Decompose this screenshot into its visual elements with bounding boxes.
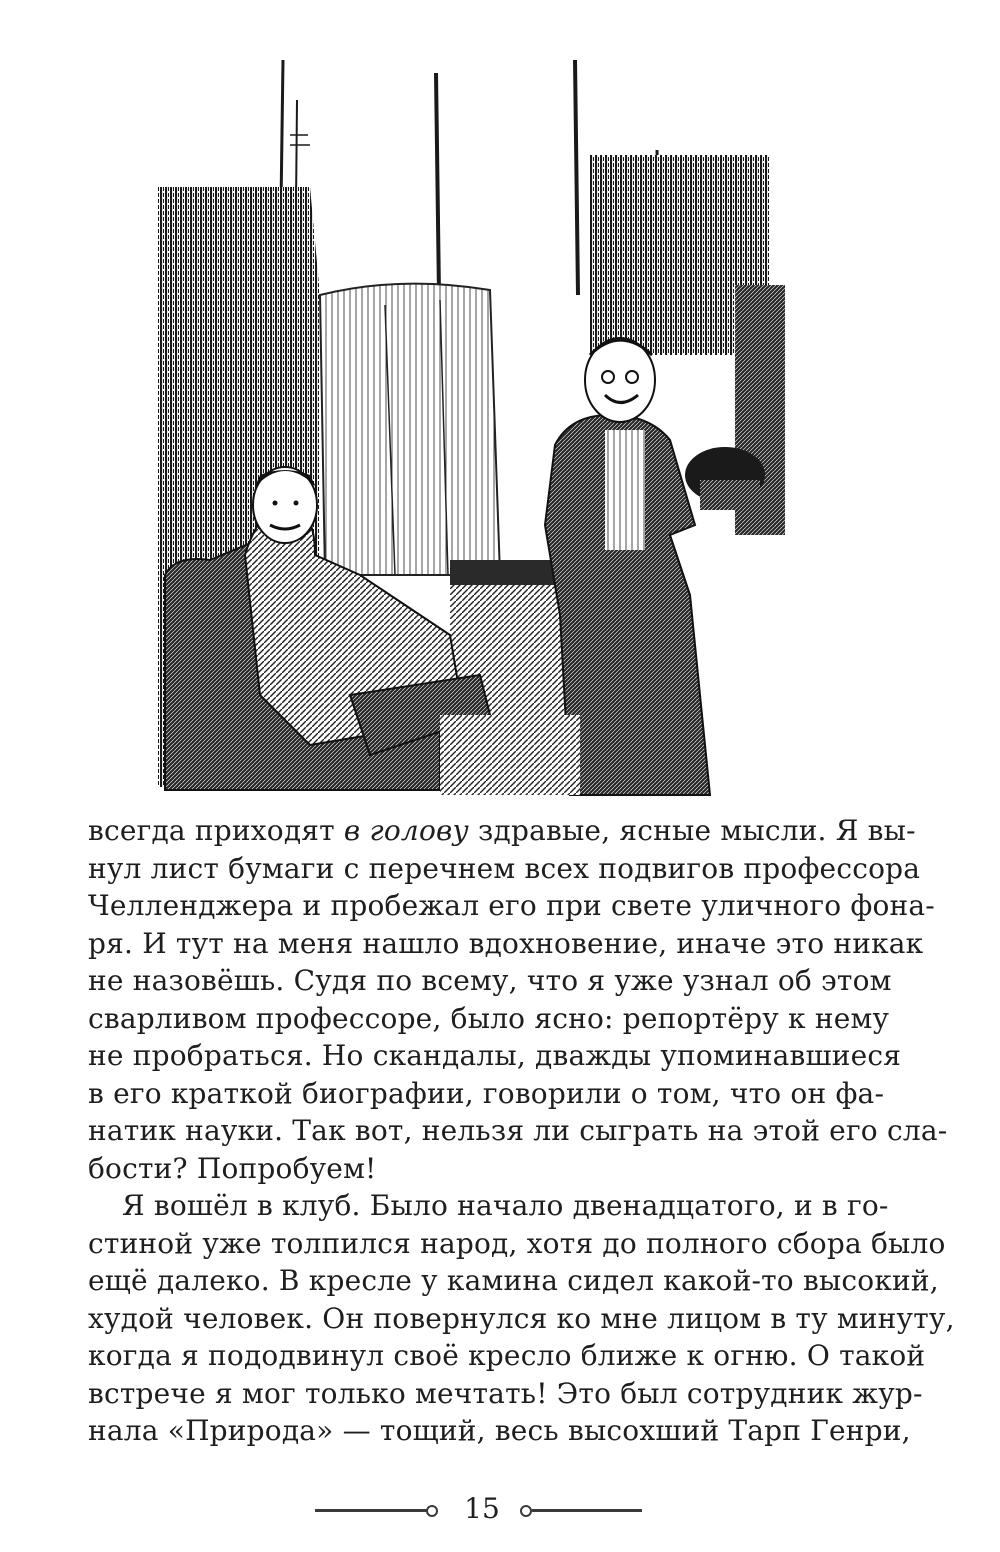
body-text <box>88 812 955 1450</box>
text-line: ещё далеко. В кресле у камина сидел какой-то высокий, <box>88 1264 939 1297</box>
text-line: не пробраться. Но скандалы, дважды упоминавшиеся <box>88 1039 902 1072</box>
text-line: ря. И тут на меня нашло вдохновение, иначе это никак <box>88 926 924 960</box>
text-span: здравые, ясные мысли. Я вы- <box>468 814 916 847</box>
text-line: нала «Природа» — тощий, весь высохший Тарп Генри, <box>88 1414 911 1447</box>
text-line: когда я пододвинул своё кресло ближе к огню. О такой <box>88 1339 926 1372</box>
text-line: худой человек. Он повернулся ко мне лицом в ту минуту, <box>88 1301 955 1335</box>
text-line: сварливом профессоре, было ясно: репортёру к нему <box>88 1001 890 1035</box>
ornament-rule-left <box>315 1509 427 1512</box>
text-line: в его краткой биографии, говорили о том, что он фа- <box>88 1076 885 1110</box>
text-line <box>88 812 916 850</box>
text-line: встрече я мог только мечтать! Это был сотрудник жур- <box>88 1376 923 1410</box>
text-line: нул лист бумаги с перечнем всех подвигов профессора <box>88 851 921 885</box>
page-footer <box>0 1490 1000 1530</box>
text-span: всегда приходят <box>88 814 344 847</box>
ornament-dot-right <box>520 1505 532 1517</box>
text-line: не назовёшь. Судя по всему, что я уже узнал об этом <box>88 964 892 997</box>
italic-phrase: в голову <box>343 814 469 847</box>
text-line: натик науки. Так вот, нельзя ли сыграть на этой его сла- <box>88 1114 948 1147</box>
text-line: бости? Попробуем! <box>88 1151 377 1185</box>
paragraph-first-line: Я вошёл в клуб. Было начало двенадцатого, и в го- <box>122 1189 889 1222</box>
ornament-dot-left <box>426 1505 438 1517</box>
ornament-rule-right <box>532 1509 642 1512</box>
text-line: стиной уже толпился народ, хотя до полного сбора было <box>88 1226 946 1260</box>
engraving-illustration <box>150 55 800 800</box>
illustration-drawing <box>150 55 800 800</box>
page-number: 15 <box>464 1492 500 1525</box>
text-line: Челленджера и пробежал его при свете уличного фона- <box>88 889 935 922</box>
